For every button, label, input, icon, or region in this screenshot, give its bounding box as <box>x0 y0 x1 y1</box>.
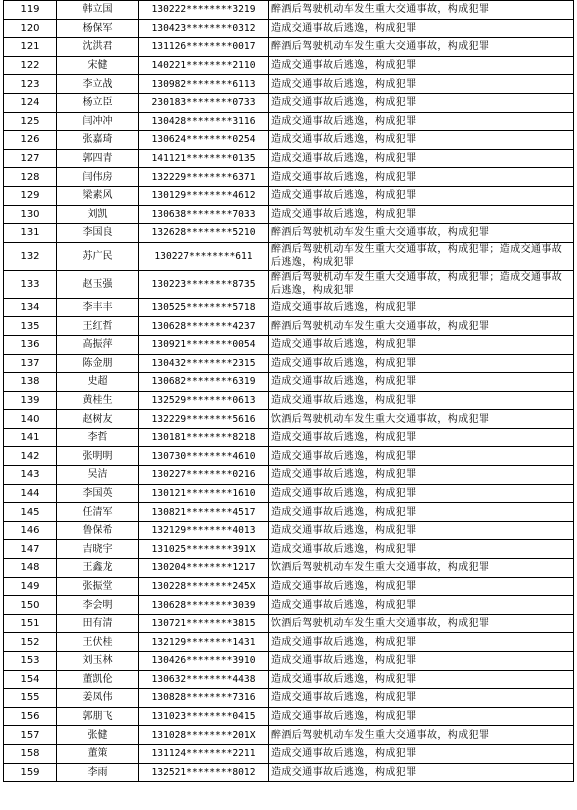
table-row <box>4 410 574 429</box>
table-row <box>4 56 574 75</box>
row-number-cell: 152 <box>4 633 57 652</box>
id-number-cell: 130628********3039 <box>139 596 269 615</box>
name-cell: 陈金朋 <box>57 354 139 373</box>
offense-cell: 造成交通事故后逃逸，构成犯罪 <box>269 484 574 503</box>
offense-cell: 醉酒后驾驶机动车发生重大交通事故，构成犯罪 <box>269 317 574 336</box>
offense-cell: 造成交通事故后逃逸，构成犯罪 <box>269 503 574 522</box>
id-number-cell: 141121********0135 <box>139 149 269 168</box>
id-number-cell: 130223********8735 <box>139 270 269 298</box>
id-number-cell: 130628********4237 <box>139 317 269 336</box>
name-cell: 李雨 <box>57 763 139 782</box>
id-number-cell: 132229********6371 <box>139 168 269 187</box>
name-cell: 梁素风 <box>57 186 139 205</box>
offense-cell: 醉酒后驾驶机动车发生重大交通事故，构成犯罪 <box>269 726 574 745</box>
row-number-cell: 138 <box>4 373 57 392</box>
row-number-cell: 139 <box>4 391 57 410</box>
name-cell: 宋健 <box>57 56 139 75</box>
id-number-cell: 131126********0017 <box>139 38 269 57</box>
offense-cell: 造成交通事故后逃逸，构成犯罪 <box>269 447 574 466</box>
id-number-cell: 130921********0054 <box>139 335 269 354</box>
row-number-cell: 143 <box>4 466 57 485</box>
offense-cell: 醉酒后驾驶机动车发生重大交通事故，构成犯罪 <box>269 1 574 20</box>
row-number-cell: 140 <box>4 410 57 429</box>
offense-cell: 造成交通事故后逃逸，构成犯罪 <box>269 652 574 671</box>
row-number-cell: 123 <box>4 75 57 94</box>
offense-cell: 造成交通事故后逃逸，构成犯罪 <box>269 577 574 596</box>
id-number-cell: 130432********2315 <box>139 354 269 373</box>
id-number-cell: 130121********1610 <box>139 484 269 503</box>
name-cell: 郭朋飞 <box>57 707 139 726</box>
row-number-cell: 144 <box>4 484 57 503</box>
name-cell: 李丰丰 <box>57 298 139 317</box>
name-cell: 韩立国 <box>57 1 139 20</box>
row-number-cell: 156 <box>4 707 57 726</box>
offense-cell: 造成交通事故后逃逸，构成犯罪 <box>269 391 574 410</box>
id-number-cell: 130632********4438 <box>139 670 269 689</box>
name-cell: 董凯伦 <box>57 670 139 689</box>
row-number-cell: 145 <box>4 503 57 522</box>
name-cell: 吉晓宇 <box>57 540 139 559</box>
name-cell: 田有清 <box>57 614 139 633</box>
table-row <box>4 19 574 38</box>
offense-cell: 造成交通事故后逃逸，构成犯罪 <box>269 670 574 689</box>
name-cell: 赵玉强 <box>57 270 139 298</box>
table-row <box>4 540 574 559</box>
id-number-cell: 130682********6319 <box>139 373 269 392</box>
row-number-cell: 159 <box>4 763 57 782</box>
name-cell: 姜凤伟 <box>57 689 139 708</box>
name-cell: 黄桂生 <box>57 391 139 410</box>
table-row <box>4 242 574 270</box>
table-row <box>4 428 574 447</box>
row-number-cell: 130 <box>4 205 57 224</box>
row-number-cell: 132 <box>4 242 57 270</box>
offense-cell: 造成交通事故后逃逸，构成犯罪 <box>269 112 574 131</box>
row-number-cell: 119 <box>4 1 57 20</box>
id-number-cell: 132521********8012 <box>139 763 269 782</box>
row-number-cell: 128 <box>4 168 57 187</box>
name-cell: 张嘉琦 <box>57 131 139 150</box>
name-cell: 李立战 <box>57 75 139 94</box>
id-number-cell: 132229********5616 <box>139 410 269 429</box>
table-row <box>4 447 574 466</box>
offense-cell: 造成交通事故后逃逸，构成犯罪 <box>269 168 574 187</box>
id-number-cell: 131023********0415 <box>139 707 269 726</box>
id-number-cell: 130423********0312 <box>139 19 269 38</box>
table-row <box>4 596 574 615</box>
table-row <box>4 521 574 540</box>
offense-cell: 造成交通事故后逃逸，构成犯罪 <box>269 56 574 75</box>
row-number-cell: 136 <box>4 335 57 354</box>
name-cell: 任清军 <box>57 503 139 522</box>
table-row <box>4 298 574 317</box>
offense-cell: 饮酒后驾驶机动车发生重大交通事故，构成犯罪 <box>269 410 574 429</box>
table-row <box>4 763 574 782</box>
offense-cell: 造成交通事故后逃逸，构成犯罪 <box>269 149 574 168</box>
offender-table-body <box>4 1 574 782</box>
table-row <box>4 186 574 205</box>
table-row <box>4 744 574 763</box>
table-row <box>4 726 574 745</box>
table-row <box>4 670 574 689</box>
row-number-cell: 120 <box>4 19 57 38</box>
row-number-cell: 126 <box>4 131 57 150</box>
id-number-cell: 130730********4610 <box>139 447 269 466</box>
id-number-cell: 131028********201X <box>139 726 269 745</box>
offense-cell: 造成交通事故后逃逸，构成犯罪 <box>269 763 574 782</box>
table-row <box>4 317 574 336</box>
offense-cell: 醉酒后驾驶机动车发生重大交通事故，构成犯罪；造成交通事故后逃逸，构成犯罪 <box>269 270 574 298</box>
offense-cell: 造成交通事故后逃逸，构成犯罪 <box>269 428 574 447</box>
offense-cell: 醉酒后驾驶机动车发生重大交通事故，构成犯罪；造成交通事故后逃逸，构成犯罪 <box>269 242 574 270</box>
offense-cell: 造成交通事故后逃逸，构成犯罪 <box>269 744 574 763</box>
id-number-cell: 130982********6113 <box>139 75 269 94</box>
table-row <box>4 652 574 671</box>
row-number-cell: 141 <box>4 428 57 447</box>
name-cell: 张明明 <box>57 447 139 466</box>
row-number-cell: 134 <box>4 298 57 317</box>
offense-cell: 造成交通事故后逃逸，构成犯罪 <box>269 521 574 540</box>
name-cell: 苏广民 <box>57 242 139 270</box>
row-number-cell: 155 <box>4 689 57 708</box>
row-number-cell: 149 <box>4 577 57 596</box>
name-cell: 沈洪君 <box>57 38 139 57</box>
name-cell: 史超 <box>57 373 139 392</box>
name-cell: 李哲 <box>57 428 139 447</box>
offense-cell: 造成交通事故后逃逸，构成犯罪 <box>269 186 574 205</box>
id-number-cell: 132529********0613 <box>139 391 269 410</box>
table-row <box>4 484 574 503</box>
id-number-cell: 130228********245X <box>139 577 269 596</box>
name-cell: 鲁保希 <box>57 521 139 540</box>
row-number-cell: 137 <box>4 354 57 373</box>
table-row <box>4 75 574 94</box>
offense-cell: 造成交通事故后逃逸，构成犯罪 <box>269 19 574 38</box>
table-row <box>4 503 574 522</box>
row-number-cell: 124 <box>4 93 57 112</box>
id-number-cell: 131124********2211 <box>139 744 269 763</box>
offense-cell: 造成交通事故后逃逸，构成犯罪 <box>269 466 574 485</box>
name-cell: 张健 <box>57 726 139 745</box>
table-row <box>4 93 574 112</box>
id-number-cell: 131025********391X <box>139 540 269 559</box>
offense-cell: 造成交通事故后逃逸，构成犯罪 <box>269 707 574 726</box>
offense-cell: 造成交通事故后逃逸，构成犯罪 <box>269 633 574 652</box>
name-cell: 郭四青 <box>57 149 139 168</box>
name-cell: 杨立臣 <box>57 93 139 112</box>
table-row <box>4 689 574 708</box>
id-number-cell: 130721********3815 <box>139 614 269 633</box>
id-number-cell: 130624********0254 <box>139 131 269 150</box>
row-number-cell: 127 <box>4 149 57 168</box>
row-number-cell: 131 <box>4 224 57 243</box>
table-row <box>4 707 574 726</box>
id-number-cell: 132129********4013 <box>139 521 269 540</box>
id-number-cell: 130525********5718 <box>139 298 269 317</box>
name-cell: 闫冲冲 <box>57 112 139 131</box>
row-number-cell: 147 <box>4 540 57 559</box>
table-row <box>4 149 574 168</box>
table-row <box>4 168 574 187</box>
row-number-cell: 129 <box>4 186 57 205</box>
row-number-cell: 154 <box>4 670 57 689</box>
row-number-cell: 133 <box>4 270 57 298</box>
name-cell: 刘凯 <box>57 205 139 224</box>
table-row <box>4 373 574 392</box>
row-number-cell: 148 <box>4 559 57 578</box>
name-cell: 赵树友 <box>57 410 139 429</box>
table-row <box>4 391 574 410</box>
offense-cell: 造成交通事故后逃逸，构成犯罪 <box>269 205 574 224</box>
row-number-cell: 158 <box>4 744 57 763</box>
table-row <box>4 559 574 578</box>
id-number-cell: 130428********3116 <box>139 112 269 131</box>
name-cell: 吴洁 <box>57 466 139 485</box>
name-cell: 王红哲 <box>57 317 139 336</box>
name-cell: 刘玉林 <box>57 652 139 671</box>
name-cell: 李会明 <box>57 596 139 615</box>
id-number-cell: 130828********7316 <box>139 689 269 708</box>
name-cell: 杨保军 <box>57 19 139 38</box>
id-number-cell: 130638********7033 <box>139 205 269 224</box>
row-number-cell: 135 <box>4 317 57 336</box>
name-cell: 张振堂 <box>57 577 139 596</box>
offense-cell: 造成交通事故后逃逸，构成犯罪 <box>269 540 574 559</box>
name-cell: 董策 <box>57 744 139 763</box>
id-number-cell: 130222********3219 <box>139 1 269 20</box>
name-cell: 闫伟房 <box>57 168 139 187</box>
offense-cell: 造成交通事故后逃逸，构成犯罪 <box>269 75 574 94</box>
table-row <box>4 205 574 224</box>
table-row <box>4 270 574 298</box>
table-row <box>4 1 574 20</box>
offense-cell: 饮酒后驾驶机动车发生重大交通事故，构成犯罪 <box>269 614 574 633</box>
offense-cell: 饮酒后驾驶机动车发生重大交通事故，构成犯罪 <box>269 559 574 578</box>
id-number-cell: 130821********4517 <box>139 503 269 522</box>
row-number-cell: 122 <box>4 56 57 75</box>
id-number-cell: 230183********0733 <box>139 93 269 112</box>
row-number-cell: 150 <box>4 596 57 615</box>
id-number-cell: 130181********8218 <box>139 428 269 447</box>
offense-cell: 造成交通事故后逃逸，构成犯罪 <box>269 131 574 150</box>
offense-cell: 造成交通事故后逃逸，构成犯罪 <box>269 93 574 112</box>
id-number-cell: 132628********5210 <box>139 224 269 243</box>
name-cell: 王伏桂 <box>57 633 139 652</box>
table-row <box>4 38 574 57</box>
id-number-cell: 130227********0216 <box>139 466 269 485</box>
row-number-cell: 146 <box>4 521 57 540</box>
offense-cell: 醉酒后驾驶机动车发生重大交通事故，构成犯罪 <box>269 38 574 57</box>
offense-cell: 造成交通事故后逃逸，构成犯罪 <box>269 373 574 392</box>
table-row <box>4 112 574 131</box>
table-row <box>4 577 574 596</box>
row-number-cell: 121 <box>4 38 57 57</box>
id-number-cell: 132129********1431 <box>139 633 269 652</box>
row-number-cell: 157 <box>4 726 57 745</box>
row-number-cell: 125 <box>4 112 57 131</box>
name-cell: 李国良 <box>57 224 139 243</box>
id-number-cell: 130227********611 <box>139 242 269 270</box>
table-row <box>4 466 574 485</box>
offense-cell: 造成交通事故后逃逸，构成犯罪 <box>269 689 574 708</box>
row-number-cell: 151 <box>4 614 57 633</box>
row-number-cell: 142 <box>4 447 57 466</box>
table-row <box>4 131 574 150</box>
offense-cell: 造成交通事故后逃逸，构成犯罪 <box>269 335 574 354</box>
table-row <box>4 614 574 633</box>
id-number-cell: 130129********4612 <box>139 186 269 205</box>
id-number-cell: 130204********1217 <box>139 559 269 578</box>
offender-table <box>3 0 574 782</box>
offense-cell: 造成交通事故后逃逸，构成犯罪 <box>269 596 574 615</box>
table-row <box>4 335 574 354</box>
row-number-cell: 153 <box>4 652 57 671</box>
id-number-cell: 140221********2110 <box>139 56 269 75</box>
name-cell: 李国英 <box>57 484 139 503</box>
offense-cell: 醉酒后驾驶机动车发生重大交通事故，构成犯罪 <box>269 224 574 243</box>
id-number-cell: 130426********3910 <box>139 652 269 671</box>
table-row <box>4 633 574 652</box>
name-cell: 高振萍 <box>57 335 139 354</box>
offense-cell: 造成交通事故后逃逸，构成犯罪 <box>269 354 574 373</box>
table-row <box>4 224 574 243</box>
name-cell: 王鑫龙 <box>57 559 139 578</box>
offense-cell: 造成交通事故后逃逸，构成犯罪 <box>269 298 574 317</box>
table-row <box>4 354 574 373</box>
